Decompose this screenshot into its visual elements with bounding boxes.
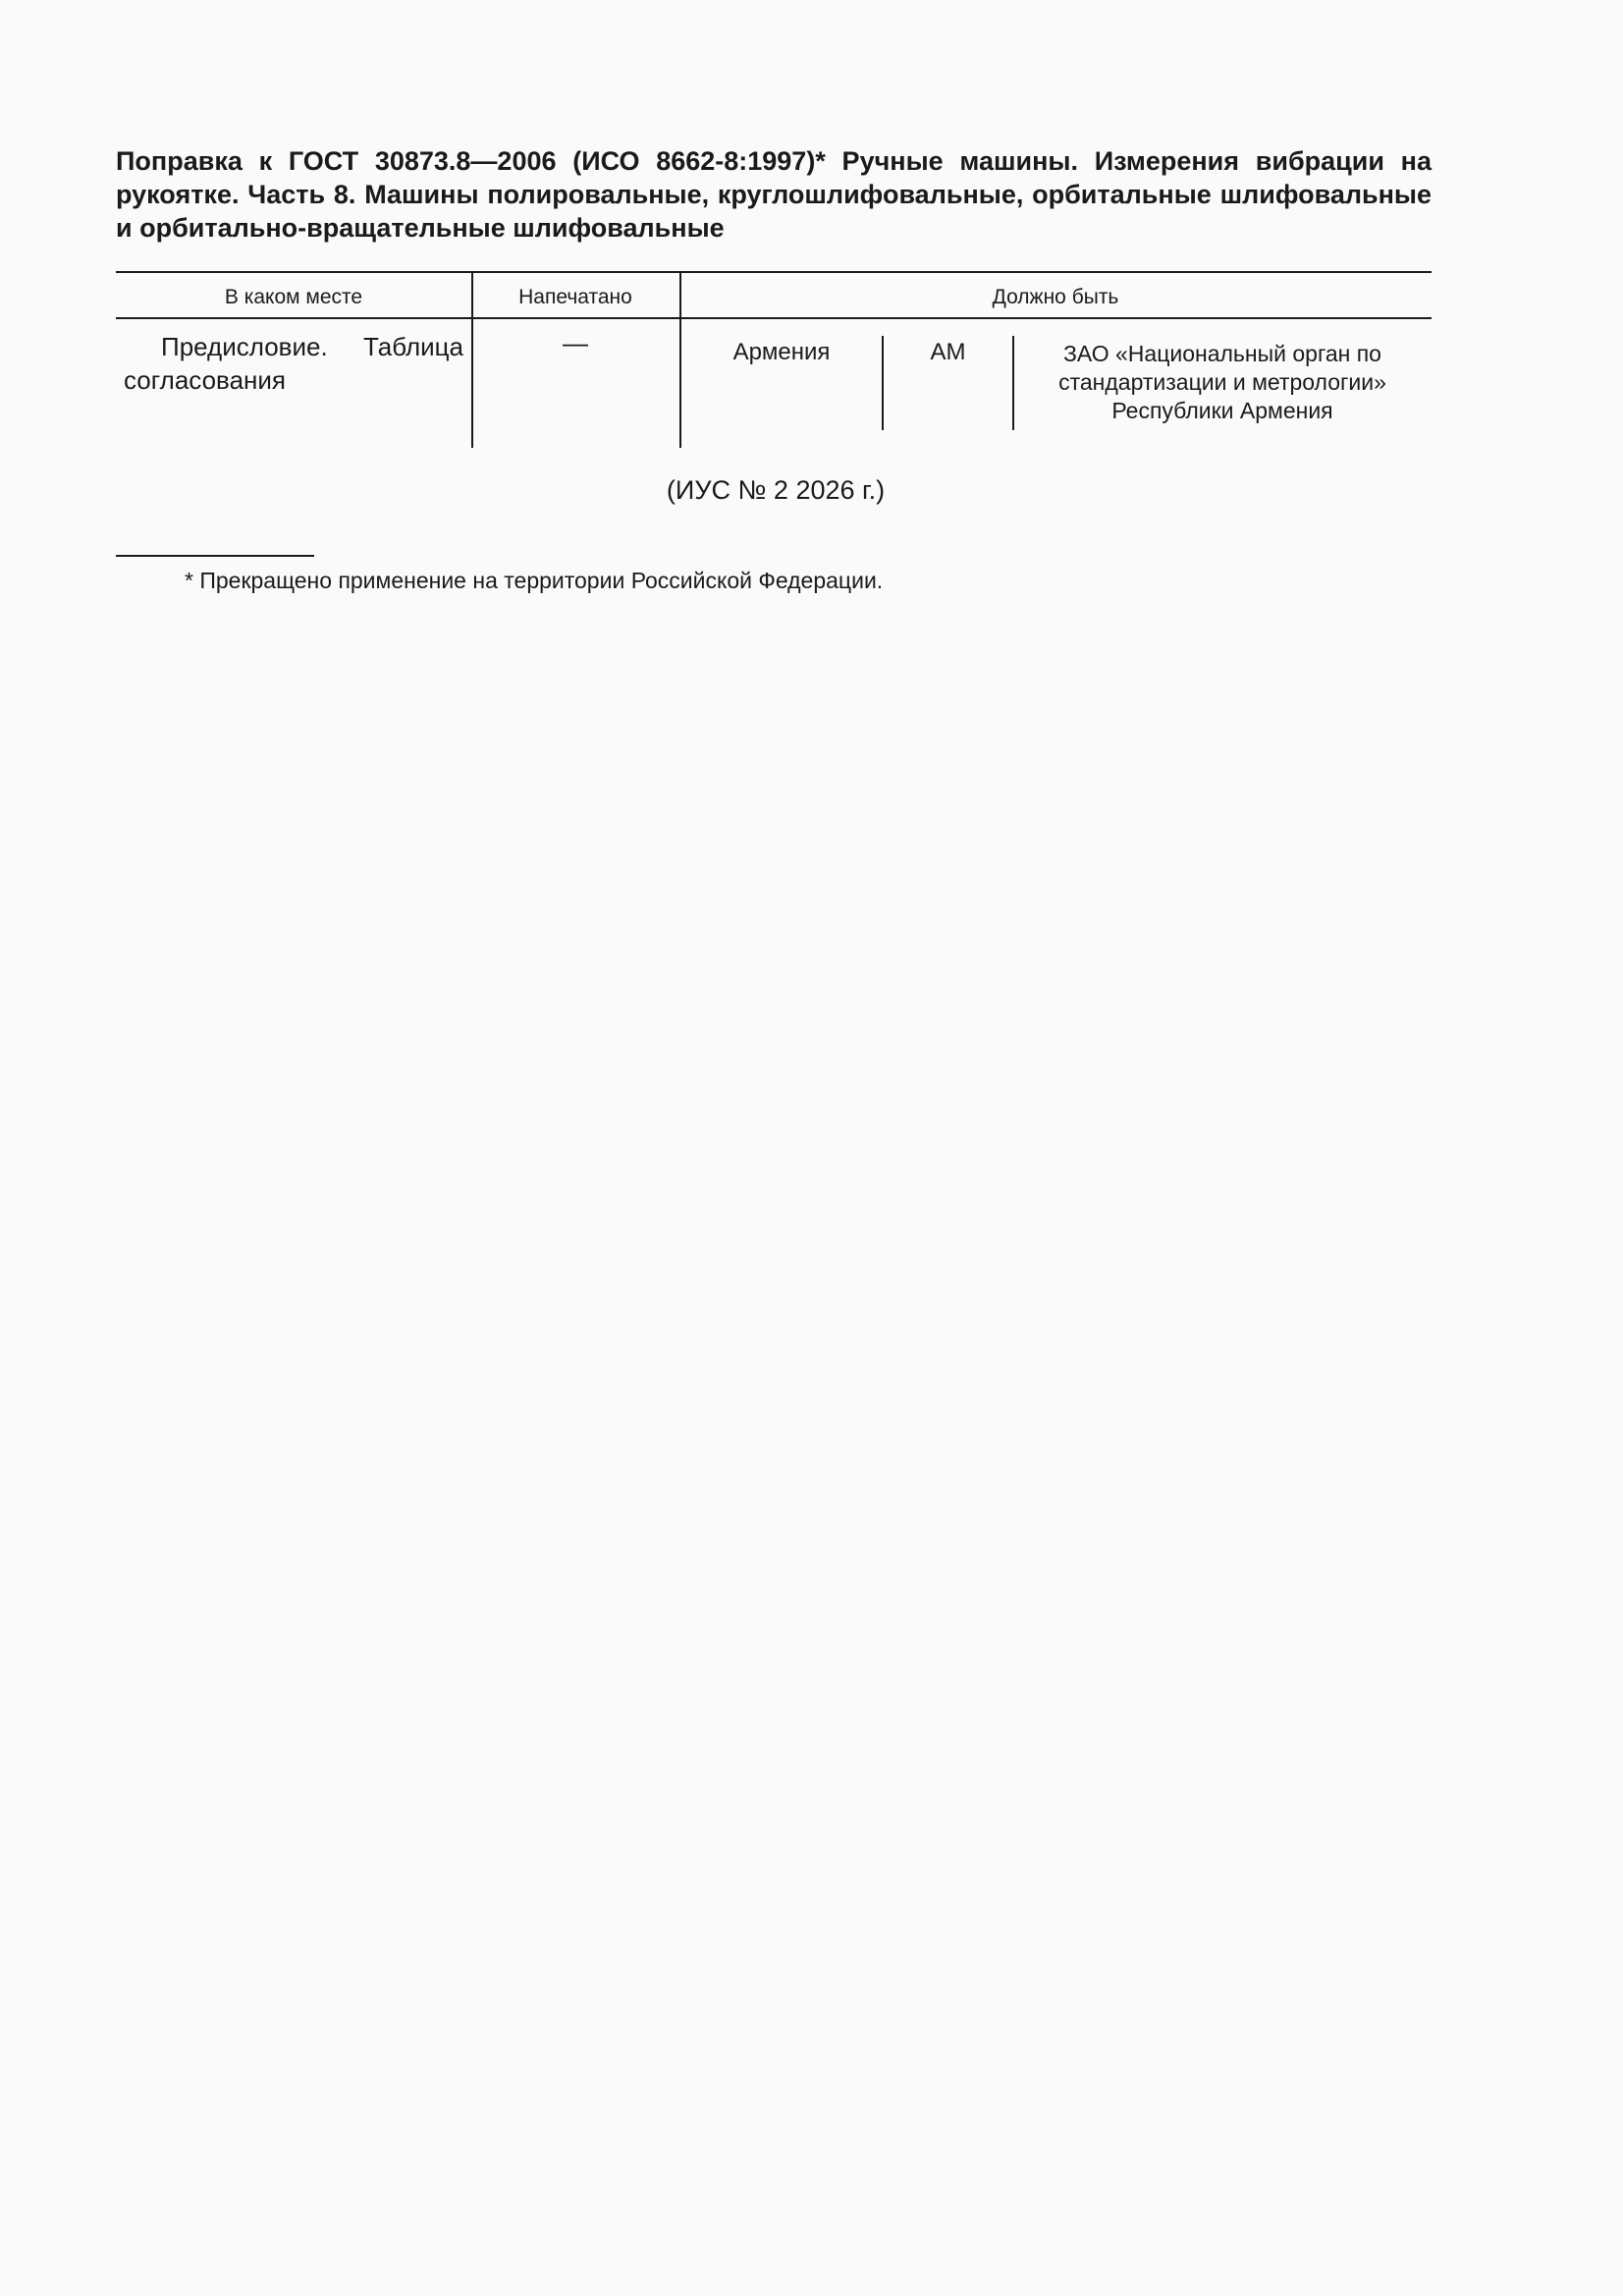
- ius-reference: (ИУС № 2 2026 г.): [666, 475, 886, 505]
- footnote-rule: [116, 555, 314, 557]
- header-should-be: Должно быть: [992, 286, 1119, 308]
- corrections-table: [116, 271, 1432, 448]
- cell-country-code: AM: [930, 339, 966, 365]
- cell-organization: ЗАО «Национальный орган по стандартизации и метрологии» Республики Армения: [1058, 341, 1386, 423]
- document-title: Поправка к ГОСТ 30873.8—2006 (ИСО 8662-8:1997)* Ручные машины. Измерения вибрации на рукоятке. Часть 8. Машины полировальные, круглошлифовальные, орбитальные шлифовальные и орбитально-вращательные шлифовальные: [116, 146, 1432, 243]
- header-where: В каком месте: [224, 286, 363, 308]
- header-printed: Напечатано: [518, 286, 632, 308]
- column-divider: [1012, 336, 1014, 430]
- footnote: * Прекращено применение на территории Российской Федерации.: [185, 568, 884, 593]
- cell-printed: —: [563, 328, 588, 357]
- table-header-rule: [116, 317, 1432, 319]
- cell-where: Предисловие. Таблица согласования: [124, 332, 463, 395]
- table-top-rule: [116, 271, 1432, 273]
- cell-country: Армения: [732, 339, 831, 365]
